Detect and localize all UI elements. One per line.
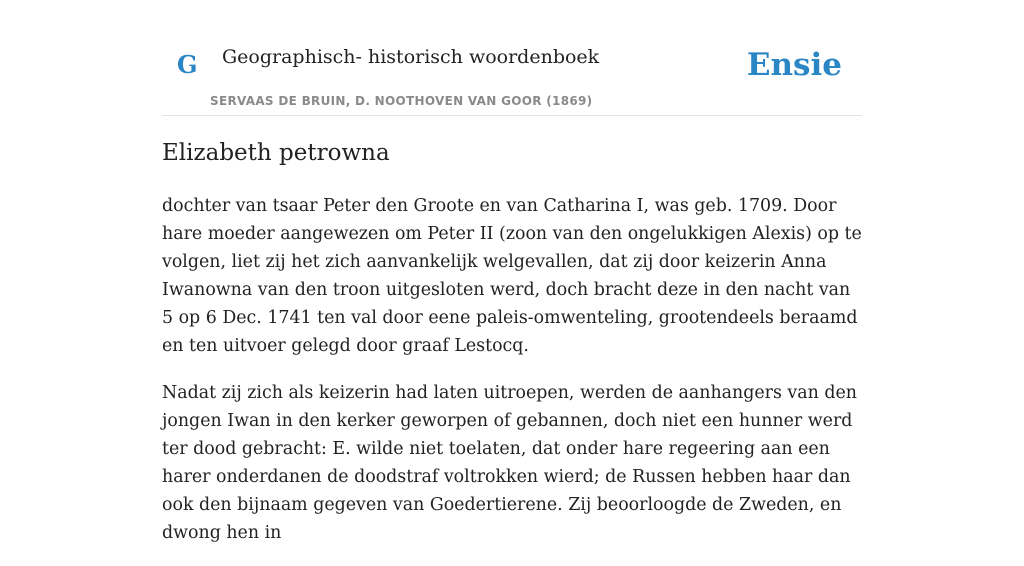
entry-body: [162, 192, 862, 566]
entry-title: Elizabeth petrowna: [162, 140, 390, 166]
book-authors: SERVAAS DE BRUIN, D. NOOTHOVEN VAN GOOR (1869): [210, 94, 593, 108]
book-title-link[interactable]: Geographisch- historisch woordenboek: [222, 46, 600, 68]
entry-paragraph: Nadat zij zich als keizerin had laten uitroepen, werden de aanhangers van den jongen Iwan in den kerker geworpen of gebannen, doch niet een hunner werd ter dood gebracht: E. wilde niet toelaten, dat onder hare regeering aan een harer onderdanen de doodstraf voltrokken wierd; de Russen hebben haar dan ook den bijnaam gegeven van Goedertierene. Zij beoorloogde de Zweden, en dwong hen in: [162, 383, 857, 543]
page-header: [162, 0, 862, 116]
entry-paragraph: dochter van tsaar Peter den Groote en van Catharina I, was geb. 1709. Door hare moeder aangewezen om Peter II (zoon van den ongelukkigen Alexis) op te volgen, liet zij het zich aanvankelijk welgevallen, dat zij door keizerin Anna Iwanowna van den troon uitgesloten werd, doch bracht deze in den nacht van 5 op 6 Dec. 1741 ten val door eene paleis-omwenteling, grootendeels beraamd en ten uitvoer gelegd door graaf Lestocq.: [162, 196, 862, 356]
book-initial[interactable]: G: [177, 50, 198, 79]
ensie-logo[interactable]: Ensie: [746, 47, 842, 83]
